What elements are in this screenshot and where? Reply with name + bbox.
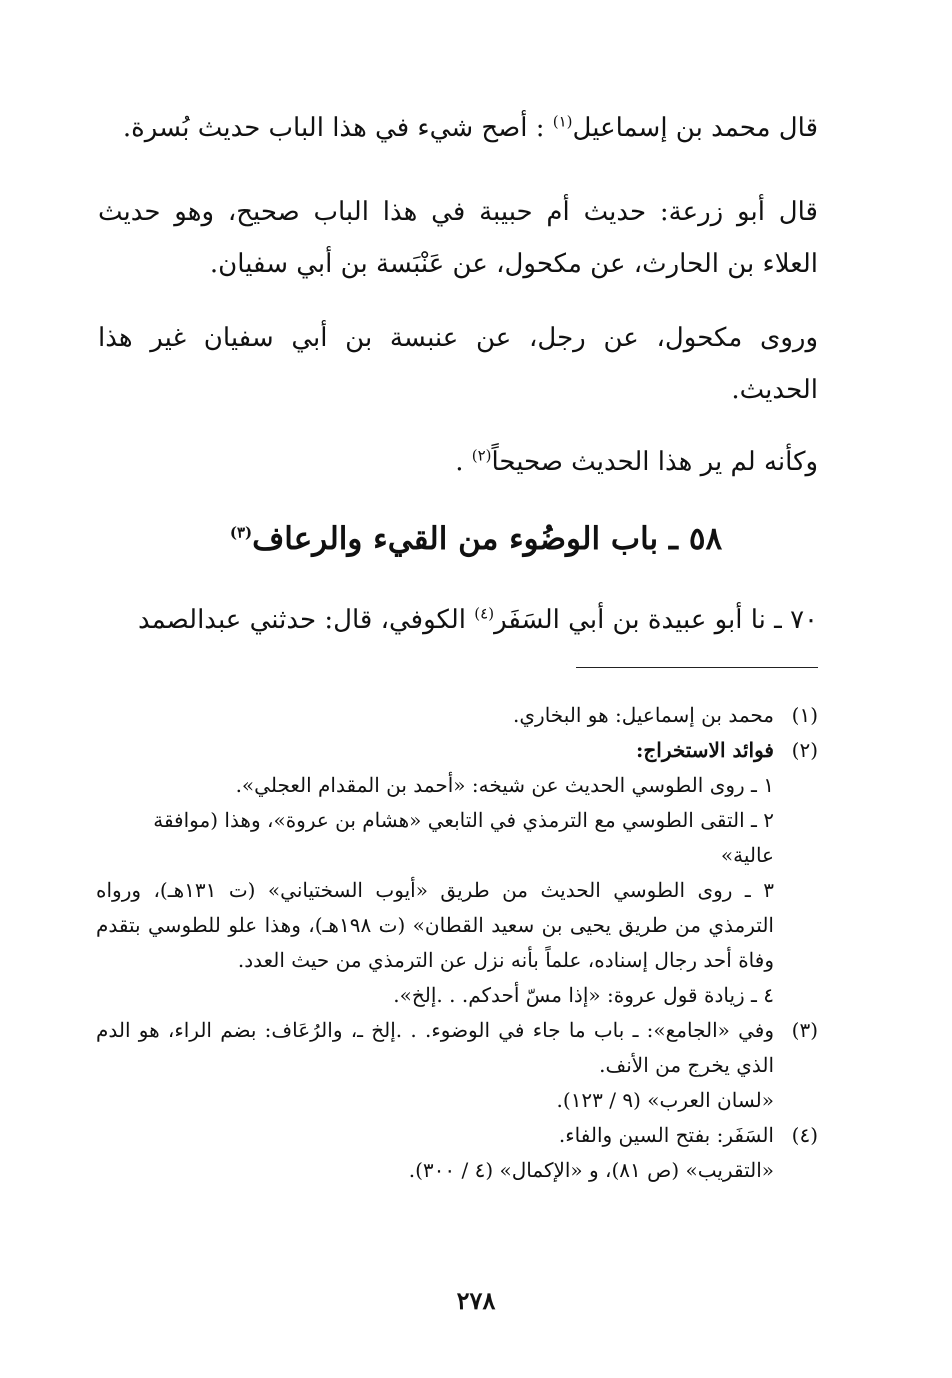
footnote-4 (96, 1118, 818, 1153)
footnote-3-text: وفي «الجامع»: ـ باب ما جاء في الوضوء. . .إلخ ـ، والرُعَاف: بضم الراء، هو الدم الذي يخرج من الأنف. (96, 1018, 774, 1077)
chapter-heading (0, 514, 952, 564)
footnote-2-item-1: ١ ـ روى الطوسي الحديث عن شيخه: «أحمد بن المقدام العجلي». (235, 773, 774, 797)
footnote-ref-2: (٢) (471, 446, 492, 465)
footnote-4-text: السَفَر: بفتح السين والفاء. (558, 1123, 774, 1147)
footnote-4-number: (٤) (791, 1123, 818, 1147)
chapter-heading-text: ٥٨ ـ باب الوضُوء من القيء والرعاف (252, 521, 723, 557)
hadith-start: ٧٠ ـ نا أبو عبيدة بن أبي السَفَر (494, 605, 818, 635)
footnote-4-reference: «التقريب» (ص ٨١)، و «الإكمال» (٤ / ٣٠٠). (408, 1158, 774, 1182)
footnote-2 (96, 733, 818, 768)
footnotes (96, 698, 818, 1188)
paragraph-4-text: وكأنه لم ير هذا الحديث صحيحاً (491, 447, 818, 477)
footnote-divider (576, 667, 818, 668)
footnote-2-item-2: ٢ ـ التقى الطوسي مع الترمذي في التابعي «هشام بن عروة»، وهذا (موافقة عالية» (153, 808, 774, 867)
paragraph-1-rest: : أصح شيء في هذا الباب حديث بُسرة. (122, 113, 553, 143)
footnote-3-reference: «لسان العرب» (٩ / ١٢٣). (556, 1088, 774, 1112)
paragraph-3: وروى مكحول، عن رجل، عن عنبسة بن أبي سفيان غير هذا الحديث. (98, 323, 818, 405)
hadith-paragraph (98, 594, 878, 646)
footnote-3-number: (٣) (791, 1018, 818, 1042)
footnote-2-number: (٢) (791, 738, 818, 762)
footnote-1-text: محمد بن إسماعيل: هو البخاري. (513, 703, 774, 727)
footnote-2-item-3: ٣ ـ روى الطوسي الحديث من طريق «أيوب السختياني» (ت ١٣١هـ)، ورواه الترمذي من طريق يحيى بن سعيد القطان» (ت ١٩٨هـ)، وهذا علو للطوسي بتقدم وفاة أحد رجال إسناده، علماً بأنه نزل عن الترمذي من حيث العدد. (96, 878, 775, 972)
footnote-ref-1: (١) (552, 112, 573, 131)
footnote-1 (96, 698, 818, 733)
paragraph-4 (98, 436, 878, 488)
footnote-2-item-4: ٤ ـ زيادة قول عروة: «إذا مسّ أحدكم. . .إلخ». (393, 983, 774, 1007)
footnote-3 (96, 1013, 818, 1083)
hadith-rest: الكوفي، قال: حدثني عبدالصمد (137, 605, 475, 635)
footnote-ref-3: (٣) (229, 523, 253, 542)
paragraph-4-rest: . (455, 447, 472, 477)
paragraph-1 (98, 102, 878, 154)
paragraph-1-text: قال محمد بن إسماعيل (572, 113, 818, 143)
page-number: ٢٧٨ (456, 1286, 496, 1315)
footnote-1-number: (١) (791, 703, 818, 727)
footnote-ref-4: (٤) (474, 604, 495, 623)
footnote-2-title: فوائد الاستخراج: (635, 738, 774, 762)
paragraph-2: قال أبو زرعة: حديث أم حبيبة في هذا الباب صحيح، وهو حديث العلاء بن الحارث، عن مكحول، عن عَنْبَسة بن أبي سفيان. (98, 197, 818, 279)
